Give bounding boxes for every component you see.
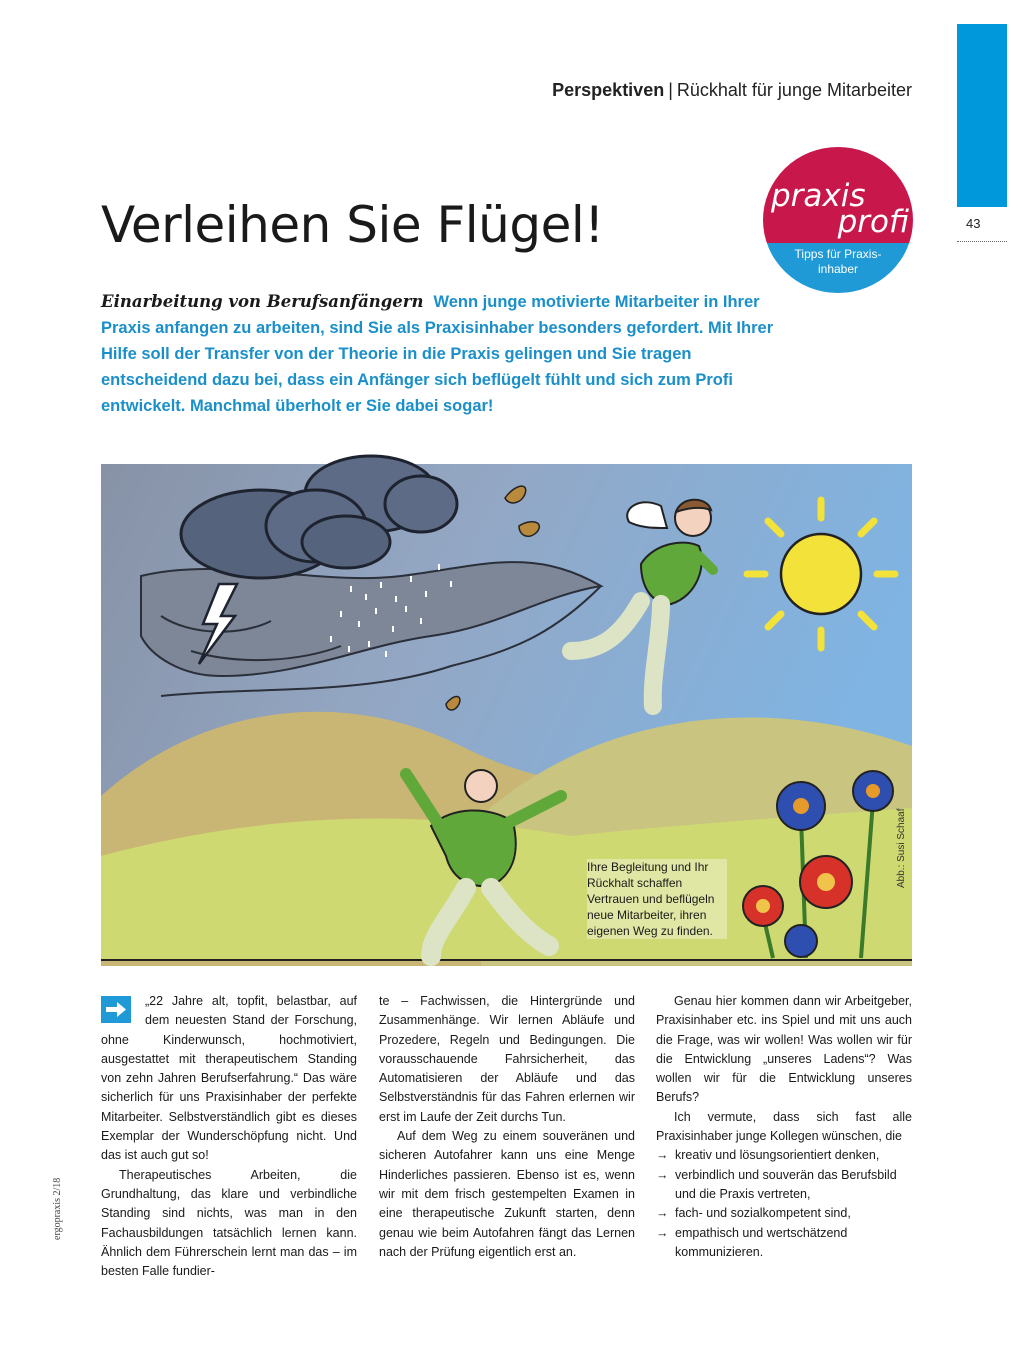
article-kicker: Einarbeitung von Berufsanfängern: [101, 292, 424, 311]
badge-word-profi: profi: [837, 204, 909, 240]
article-headline: Verleihen Sie Flügel!: [101, 196, 604, 254]
page-number: 43: [966, 216, 981, 231]
header-separator: |: [668, 80, 673, 100]
journal-side-label: ergopraxis 2/18: [52, 1177, 63, 1240]
list-item: → verbindlich und souverän das Berufsbild und die Praxis vertreten,: [656, 1167, 897, 1201]
list-item: → kreativ und lösungsorientiert denken,: [656, 1146, 912, 1165]
paragraph: Genau hier kommen dann wir Arbeitgeber, Praxisinhaber etc. ins Spiel und mit uns auch die Frage, was wir wollen! Was wollen wir für die Entwicklung „unseres Ladens“? Was wollen wir für die Entwicklung unseres Berufs?: [656, 994, 912, 1105]
bullet-list: [656, 1146, 912, 1262]
section-name: Perspektiven: [552, 80, 665, 100]
bullet-arrow-icon: →: [656, 1148, 669, 1163]
praxisprofi-badge: [763, 147, 913, 293]
illustration-art: [101, 436, 912, 966]
paragraph: „22 Jahre alt, topfit, belastbar, auf dem neuesten Stand der Forschung, ohne Kinderwunsch, hochmotiviert, ausgestattet mit therapeutischem Standing von zehn Jahren Berufserfahrung.“ Das wäre sicherlich für uns Praxisinhaber der perfekte Mitarbeiter. Selbstverständlich gibt es dieses Exemplar der Wunderschöpfung nicht. Und das ist auch gut so!: [101, 994, 357, 1163]
paragraph: te – Fachwissen, die Hintergründe und Zusammenhänge. Wir lernen Abläufe und Prozedere, Regeln und Bedingungen. Die vorausschauende Fahrsicherheit, das Automatisieren der Abläufe und das Selbstverständnis für das Fahren erlernen wir erst im Laufe der Zeit durchs Tun.: [379, 994, 635, 1124]
figure-credit: Abb.: Susi Schaaf: [896, 808, 907, 888]
article-lead: [101, 289, 781, 419]
paragraph: Ich vermute, dass sich fast alle Praxisinhaber junge Kollegen wünschen, die: [656, 1109, 912, 1144]
body-column-2: [379, 992, 635, 1262]
paragraph: Auf dem Weg zu einem souveränen und sicheren Autofahrer kann uns eine Menge Hinderliches passieren. Ebenso ist es, wenn wir mit dem frisch gestempelten Examen in eine therapeutische Zukunft starten, denn genau wie beim Autofahren fängt das Lernen nach der Prüfung eigentlich erst an.: [379, 1129, 635, 1259]
list-item: → fach- und sozialkompetent sind,: [656, 1204, 912, 1223]
badge-subtitle: Tipps für Praxis- inhaber: [794, 247, 882, 276]
page-number-divider: [957, 241, 1007, 242]
body-column-3: [656, 992, 912, 1262]
body-column-1: [101, 992, 357, 1281]
lead-text: Wenn junge motivierte Mitarbeiter in Ihrer Praxis anfangen zu arbeiten, sind Sie als Praxisinhaber besonders gefordert. Mit Ihrer Hilfe soll der Transfer von der Theorie in die Praxis gelingen und Sie tragen entscheidend dazu bei, dass ein Anfänger sich beflügelt fühlt und sich zum Profi entwickelt. Manchmal überholt er Sie dabei sogar!: [101, 293, 774, 415]
paragraph: Therapeutisches Arbeiten, die Grundhaltung, das klare und verbindliche Standing sind nichts, was man in den Fachausbildungen tatsächlich lernen kann. Ähnlich dem Führerschein lernt man das – im besten Falle fundier-: [101, 1167, 357, 1279]
section-topic: Rückhalt für junge Mitarbeiter: [676, 80, 912, 100]
illustration: [101, 436, 912, 966]
bullet-arrow-icon: →: [656, 1225, 669, 1240]
section-color-tab: [957, 24, 1007, 207]
badge-word-praxis: praxis: [771, 178, 866, 214]
running-head: [552, 80, 912, 101]
article-start-arrow-icon: [101, 996, 131, 1023]
figure-caption: Ihre Begleitung und Ihr Rückhalt schaffen Vertrauen und beflügeln neue Mitarbeiter, ihren eigenen Weg zu finden.: [587, 859, 727, 939]
bullet-arrow-icon: →: [656, 1167, 669, 1182]
list-item: → empathisch und wertschätzend kommunizieren.: [656, 1225, 848, 1259]
bullet-arrow-icon: →: [656, 1206, 669, 1221]
